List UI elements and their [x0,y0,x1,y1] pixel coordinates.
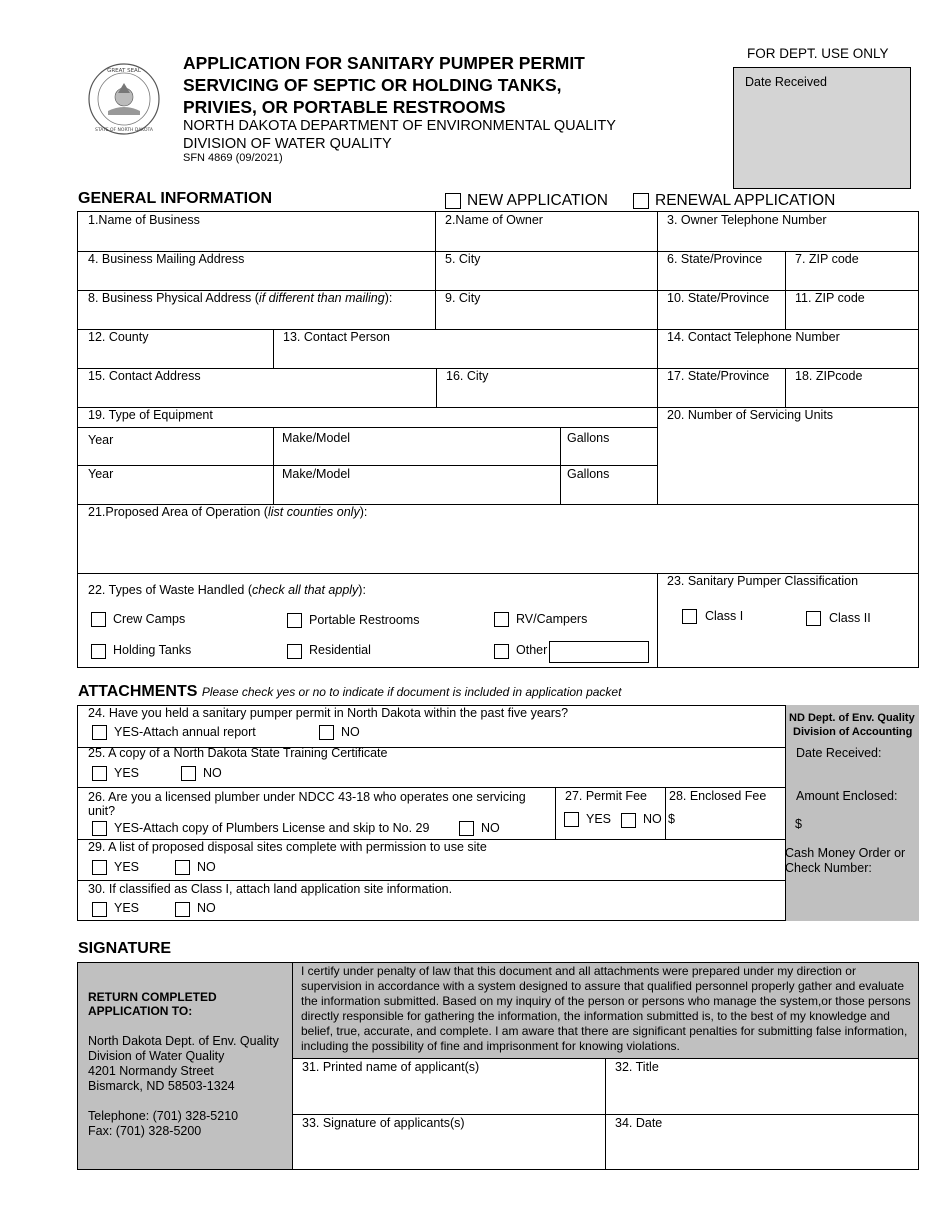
form-title-line-3: PRIVIES, OR PORTABLE RESTROOMS [183,97,506,117]
form-title-line-1: APPLICATION FOR SANITARY PUMPER PERMIT [183,53,585,73]
q26-yes-label: YES-Attach copy of Plumbers License and skip to No. 29 [114,821,430,835]
q30-no-label: NO [197,901,216,915]
equipment-1-make-model-field[interactable]: Make/Model [282,431,351,445]
return-address-line-3: 4201 Normandy Street [88,1064,214,1078]
accounting-title-line-1: ND Dept. of Env. Quality [789,712,915,724]
equipment-1-year-field[interactable]: Year [88,433,114,447]
contact-address-field[interactable]: 15. Contact Address [88,369,201,383]
q25-yes-label: YES [114,766,140,780]
return-address-line-2: Division of Water Quality [88,1049,225,1063]
business-mailing-address-field[interactable]: 4. Business Mailing Address [88,252,245,266]
q30-land-application-text: 30. If classified as Class I, attach land application site information. [88,882,453,896]
date-field[interactable]: 34. Date [615,1116,663,1130]
owner-name-field[interactable]: 2.Name of Owner [445,213,543,227]
dept-use-label: FOR DEPT. USE ONLY [747,46,889,61]
q24-prior-permit-text: 24. Have you held a sanitary pumper permit in North Dakota within the past five years? [88,706,569,720]
q27-yes-checkbox[interactable] [564,812,579,827]
class-1-label: Class I [705,609,744,623]
q26-no-label: NO [481,821,500,835]
contact-state-field[interactable]: 17. State/Province [667,369,770,383]
renewal-application-label: RENEWAL APPLICATION [655,192,836,209]
q26-plumber-text-line-2: unit? [88,804,116,818]
renewal-application-checkbox[interactable] [633,193,649,209]
attachments-heading: ATTACHMENTS Please check yes or no to indicate if document is included in application packet [78,683,622,700]
contact-telephone-field[interactable]: 14. Contact Telephone Number [667,330,840,344]
printed-name-field[interactable]: 31. Printed name of applicant(s) [302,1060,480,1074]
seal-top-text: GREAT SEAL [107,68,141,74]
residential-label: Residential [309,643,371,657]
certification-statement: I certify under penalty of law that this document and all attachments were prepared under my direction or supervision in accordance with a system designed to assure that qualified personnel properly gather and evaluate the information submitted. Based on my inquiry of the person or persons who manage the system,or those persons directly responsible for gathering the information, the information submitted is, to the best of my knowledge and belief, true, accurate, and complete. I am aware that there are significant penalties for submitting false information, including the possibility of fine and imprisonment for knowing violations. [301,964,911,1053]
general-info-table [77,211,919,668]
q30-yes-checkbox[interactable] [92,902,107,917]
return-telephone: Telephone: (701) 328-5210 [88,1109,239,1123]
mailing-city-field[interactable]: 5. City [445,252,481,266]
q29-yes-checkbox[interactable] [92,860,107,875]
form-title-line-2: SERVICING OF SEPTIC OR HOLDING TANKS, [183,75,562,95]
contact-city-field[interactable]: 16. City [446,369,489,383]
q24-no-checkbox[interactable] [319,725,334,740]
other-waste-input[interactable] [549,641,649,663]
servicing-units-field[interactable]: 20. Number of Servicing Units [667,408,834,422]
return-address-line-4: Bismarck, ND 58503-1324 [88,1079,235,1093]
q24-yes-label: YES-Attach annual report [114,725,256,739]
q25-yes-checkbox[interactable] [92,766,107,781]
q27-permit-fee-label: 27. Permit Fee [565,789,647,803]
return-completed-line-1: RETURN COMPLETED [88,990,217,1004]
contact-zip-field[interactable]: 18. ZIPcode [795,369,863,383]
physical-state-field[interactable]: 10. State/Province [667,291,770,305]
q30-yes-label: YES [114,901,140,915]
form-number: SFN 4869 (09/2021) [183,152,283,164]
accounting-check-number-line-2: Check Number: [785,861,872,875]
contact-person-field[interactable]: 13. Contact Person [283,330,391,344]
q27-yes-label: YES [586,812,612,826]
q25-no-label: NO [203,766,222,780]
state-seal-logo [88,63,160,135]
crew-camps-checkbox[interactable] [91,612,106,627]
equipment-2-gallons-field[interactable]: Gallons [567,467,610,481]
accounting-title-line-2: Division of Accounting [793,726,913,738]
equipment-2-year-field[interactable]: Year [88,467,114,481]
rv-campers-label: RV/Campers [516,612,588,626]
return-completed-line-2: APPLICATION TO: [88,1004,193,1018]
crew-camps-label: Crew Camps [113,612,186,626]
holding-tanks-checkbox[interactable] [91,644,106,659]
q27-no-label: NO [643,812,662,826]
q24-yes-checkbox[interactable] [92,725,107,740]
waste-types-label: 22. Types of Waste Handled (check all that apply): [88,583,366,597]
mailing-zip-field[interactable]: 7. ZIP code [795,252,859,266]
class-1-checkbox[interactable] [682,609,697,624]
q29-no-label: NO [197,860,216,874]
class-2-checkbox[interactable] [806,611,821,626]
q25-no-checkbox[interactable] [181,766,196,781]
equipment-2-make-model-field[interactable]: Make/Model [282,467,351,481]
equipment-type-label: 19. Type of Equipment [88,408,213,422]
q26-no-checkbox[interactable] [459,821,474,836]
q29-no-checkbox[interactable] [175,860,190,875]
pumper-classification-label: 23. Sanitary Pumper Classification [667,574,859,588]
mailing-state-field[interactable]: 6. State/Province [667,252,763,266]
holding-tanks-label: Holding Tanks [113,643,192,657]
division-name: DIVISION OF WATER QUALITY [183,136,392,152]
physical-zip-field[interactable]: 11. ZIP code [795,291,865,305]
q29-disposal-sites-text: 29. A list of proposed disposal sites complete with permission to use site [88,840,487,854]
class-2-label: Class II [829,611,871,625]
portable-restrooms-label: Portable Restrooms [309,613,420,627]
seal-bottom-text: STATE OF NORTH DAKOTA [94,128,154,133]
residential-checkbox[interactable] [287,644,302,659]
q28-enclosed-fee-label: 28. Enclosed Fee [669,789,767,803]
signature-heading: SIGNATURE [78,940,172,957]
general-information-heading: GENERAL INFORMATION [78,190,273,207]
q28-enclosed-fee-field[interactable]: $ [668,812,675,826]
signature-field[interactable]: 33. Signature of applicants(s) [302,1116,465,1130]
new-application-checkbox[interactable] [445,193,461,209]
accounting-date-received-label: Date Received: [796,746,882,760]
owner-telephone-field[interactable]: 3. Owner Telephone Number [667,213,827,227]
title-field[interactable]: 32. Title [615,1060,659,1074]
return-fax: Fax: (701) 328-5200 [88,1124,202,1138]
attachments-note: Please check yes or no to indicate if document is included in application packet [201,685,622,699]
other-waste-label: Other [516,643,548,657]
business-physical-address-field[interactable]: 8. Business Physical Address (if different than mailing): [88,291,393,305]
area-of-operation-field[interactable]: 21.Proposed Area of Operation (list counties only): [88,505,368,519]
q30-no-checkbox[interactable] [175,902,190,917]
new-application-label: NEW APPLICATION [467,192,608,209]
accounting-check-number-line-1: Cash Money Order or [785,846,906,860]
q26-plumber-text-line-1: 26. Are you a licensed plumber under NDCC 43-18 who operates one servicing [88,790,526,804]
dept-date-received-label: Date Received [745,75,827,89]
portable-restrooms-checkbox[interactable] [287,613,302,628]
accounting-amount-dollar: $ [795,817,802,831]
agency-name: NORTH DAKOTA DEPARTMENT OF ENVIRONMENTAL QUALITY [183,118,616,134]
dept-use-box [733,67,911,189]
q25-training-certificate-text: 25. A copy of a North Dakota State Training Certificate [88,746,388,760]
q24-no-label: NO [341,725,360,739]
q27-no-checkbox[interactable] [621,813,636,828]
other-waste-checkbox[interactable] [494,644,509,659]
physical-city-field[interactable]: 9. City [445,291,481,305]
return-address-line-1: North Dakota Dept. of Env. Quality [88,1034,279,1048]
q26-yes-checkbox[interactable] [92,821,107,836]
accounting-amount-enclosed-label: Amount Enclosed: [796,789,898,803]
business-name-field[interactable]: 1.Name of Business [88,213,200,227]
q29-yes-label: YES [114,860,140,874]
rv-campers-checkbox[interactable] [494,612,509,627]
county-field[interactable]: 12. County [88,330,149,344]
equipment-1-gallons-field[interactable]: Gallons [567,431,610,445]
